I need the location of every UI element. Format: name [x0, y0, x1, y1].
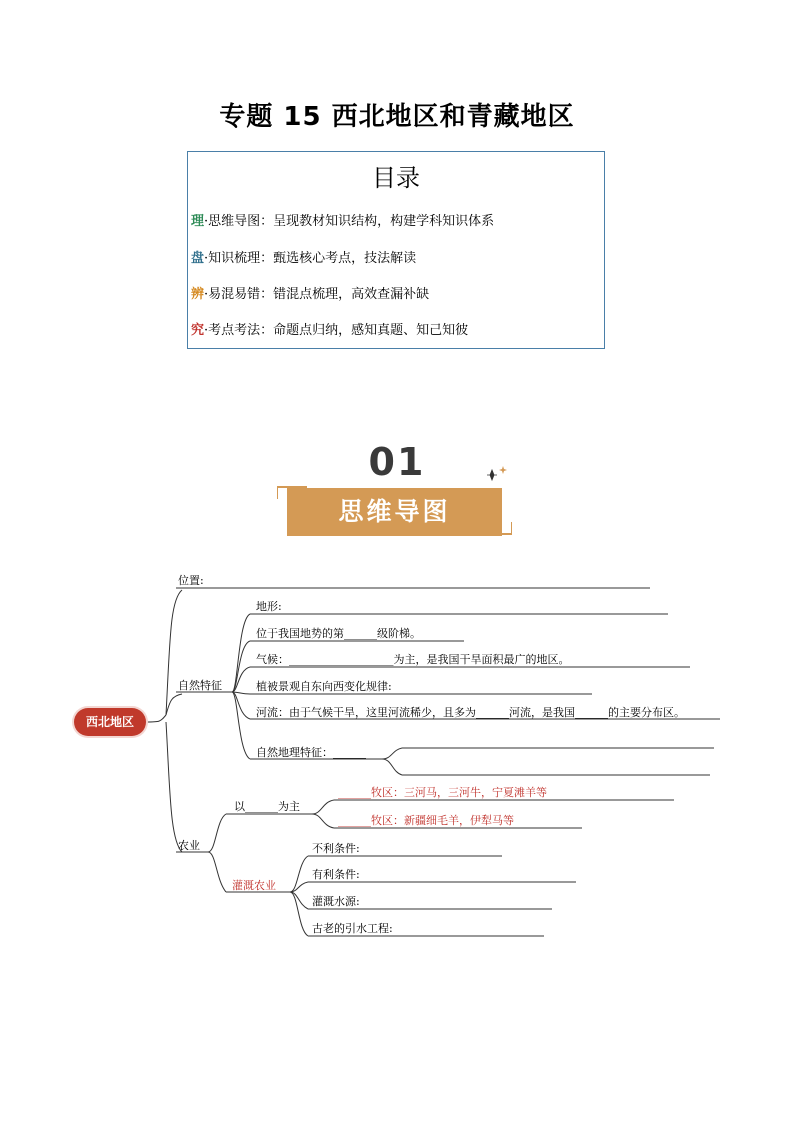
toc-item-text: ·考点考法：命题点归纳，感知真题、知己知彼: [204, 323, 469, 338]
page-title: 专题 15 西北地区和青藏地区: [219, 102, 575, 132]
natural-item-vegetation: 植被景观自东向西变化规律:: [256, 680, 392, 693]
location-label: 位置:: [178, 574, 204, 587]
irrigation-label: 灌溉农业: [232, 879, 276, 892]
irrigation-item-unfavorable: 不利条件:: [312, 842, 360, 855]
irrigation-item-favorable: 有利条件:: [312, 868, 360, 881]
natural-item-geography: 自然地理特征：______: [256, 746, 366, 759]
pasture-item-1: ______牧区：三河马，三河牛，宁夏滩羊等: [338, 786, 547, 799]
irrigation-item-ancient-project: 古老的引水工程:: [312, 922, 393, 935]
natural-item-climate: 气候：___________________为主，是我国干旱面积最广的地区。: [256, 653, 570, 666]
agriculture-main: 以______为主: [234, 800, 300, 813]
natural-features-label: 自然特征: [178, 679, 222, 692]
toc-mark: 辨: [191, 287, 205, 302]
agriculture-label: 农业: [178, 839, 200, 852]
toc-mark: 盘: [191, 251, 205, 266]
toc-item-text: ·易混易错：错混点梳理，高效查漏补缺: [204, 287, 430, 302]
natural-item-rivers: 河流：由于气候干旱，这里河流稀少，且多为______河流，是我国______的主要分布区。: [256, 706, 685, 719]
natural-item-terrain: 地形:: [256, 600, 282, 613]
toc-mark: 究: [191, 323, 205, 338]
irrigation-item-water-source: 灌溉水源:: [312, 895, 360, 908]
natural-item-terrain-step: 位于我国地势的第______级阶梯。: [256, 627, 421, 640]
mindmap-root-node: 西北地区: [74, 708, 146, 736]
toc-item-text: ·知识梳理：甄选核心考点，技法解读: [204, 251, 417, 266]
section-banner: 思维导图: [287, 488, 502, 536]
pasture-item-2: ______牧区：新疆细毛羊，伊犁马等: [338, 814, 514, 827]
section-number: 01: [368, 440, 426, 484]
toc-item-text: ·思维导图：呈现教材知识结构，构建学科知识体系: [204, 214, 495, 229]
toc-heading: 目录: [372, 164, 420, 192]
toc-mark: 理: [191, 214, 205, 229]
